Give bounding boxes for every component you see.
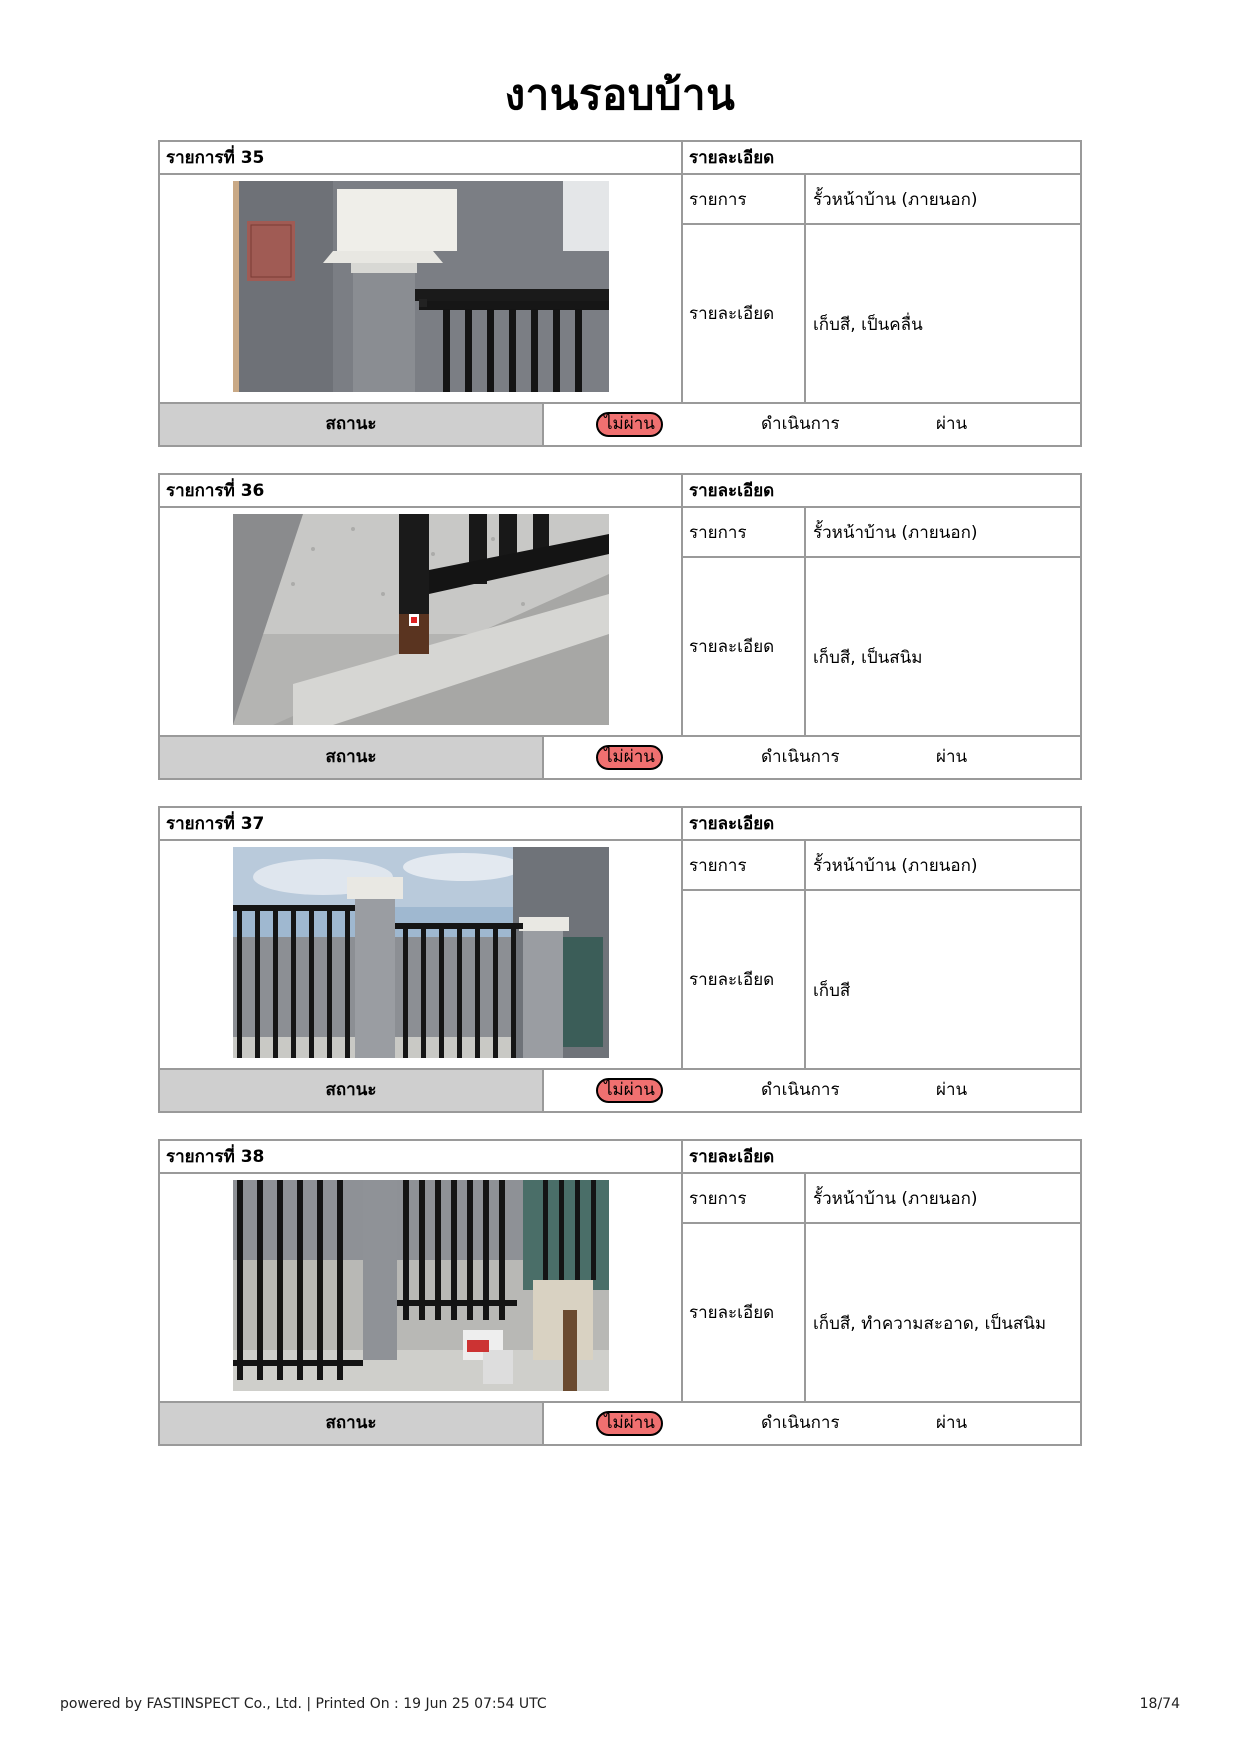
status-in-progress-option[interactable]: ดำเนินการ	[761, 1080, 840, 1100]
status-fail-badge[interactable]: ไม่ผ่าน	[596, 1078, 663, 1103]
status-fail-badge[interactable]: ไม่ผ่าน	[596, 745, 663, 770]
status-pass-option[interactable]: ผ่าน	[936, 747, 968, 767]
inspection-item-37	[158, 806, 1082, 1113]
item-value: รั้วหน้าบ้าน (ภายนอก)	[813, 522, 978, 543]
item-body-row	[160, 175, 1080, 404]
item-label: รายการ	[683, 508, 806, 556]
item-label: รายการ	[683, 175, 806, 223]
status-in-progress-option[interactable]: ดำเนินการ	[761, 414, 840, 434]
inspection-photo[interactable]	[233, 1180, 609, 1391]
status-options	[544, 404, 1080, 445]
status-fail-badge[interactable]: ไม่ผ่าน	[596, 1411, 663, 1436]
photo-cell	[160, 1174, 683, 1401]
status-pass-option[interactable]: ผ่าน	[936, 414, 968, 434]
status-label: สถานะ	[160, 1403, 544, 1444]
status-fail-badge[interactable]: ไม่ผ่าน	[596, 412, 663, 437]
detail-cell	[683, 508, 1080, 735]
detail-cell	[683, 175, 1080, 402]
detail-label: รายละเอียด	[683, 558, 806, 735]
detail-header: รายละเอียด	[689, 481, 775, 501]
item-value: รั้วหน้าบ้าน (ภายนอก)	[813, 1188, 978, 1209]
item-header-row	[160, 1141, 1080, 1174]
item-header-row	[160, 475, 1080, 508]
inspection-photo[interactable]	[233, 514, 609, 725]
status-pass-option[interactable]: ผ่าน	[936, 1080, 968, 1100]
inspection-item-35	[158, 140, 1082, 447]
photo-cell	[160, 508, 683, 735]
item-number: รายการที่ 36	[160, 475, 683, 506]
item-body-row	[160, 508, 1080, 737]
status-label: สถานะ	[160, 737, 544, 778]
status-row	[160, 404, 1080, 445]
detail-header: รายละเอียด	[689, 814, 775, 834]
detail-value: เก็บสี, เป็นสนิม	[813, 648, 923, 668]
inspection-item-36	[158, 473, 1082, 780]
item-row	[683, 1174, 1080, 1224]
detail-row	[683, 891, 1080, 1068]
page-number: 18/74	[1139, 1696, 1180, 1712]
status-options	[544, 737, 1080, 778]
item-number: รายการที่ 38	[160, 1141, 683, 1172]
photo-cell	[160, 175, 683, 402]
status-pass-option[interactable]: ผ่าน	[936, 1413, 968, 1433]
detail-label: รายละเอียด	[683, 1224, 806, 1401]
status-in-progress-option[interactable]: ดำเนินการ	[761, 747, 840, 767]
detail-cell	[683, 1174, 1080, 1401]
item-row	[683, 841, 1080, 891]
item-row	[683, 175, 1080, 225]
footer-credit: powered by FASTINSPECT Co., Ltd. | Printed On : 19 Jun 25 07:54 UTC	[60, 1696, 547, 1712]
status-row	[160, 737, 1080, 778]
detail-row	[683, 225, 1080, 402]
inspection-photo[interactable]	[233, 181, 609, 392]
detail-header: รายละเอียด	[689, 1147, 775, 1167]
detail-value: เก็บสี, เป็นคลื่น	[813, 315, 923, 335]
item-header-row	[160, 808, 1080, 841]
inspection-item-38	[158, 1139, 1082, 1446]
item-body-row	[160, 841, 1080, 1070]
status-options	[544, 1070, 1080, 1111]
item-body-row	[160, 1174, 1080, 1403]
status-options	[544, 1403, 1080, 1444]
detail-label: รายละเอียด	[683, 891, 806, 1068]
status-row	[160, 1403, 1080, 1444]
item-row	[683, 508, 1080, 558]
detail-row	[683, 558, 1080, 735]
inspection-photo[interactable]	[233, 847, 609, 1058]
item-label: รายการ	[683, 1174, 806, 1222]
detail-header: รายละเอียด	[689, 148, 775, 168]
detail-value: เก็บสี, ทำความสะอาด, เป็นสนิม	[813, 1314, 1047, 1334]
detail-row	[683, 1224, 1080, 1401]
status-label: สถานะ	[160, 1070, 544, 1111]
page-title: งานรอบบ้าน	[504, 70, 736, 119]
item-number: รายการที่ 35	[160, 142, 683, 173]
detail-cell	[683, 841, 1080, 1068]
photo-cell	[160, 841, 683, 1068]
status-row	[160, 1070, 1080, 1111]
status-label: สถานะ	[160, 404, 544, 445]
item-value: รั้วหน้าบ้าน (ภายนอก)	[813, 189, 978, 210]
item-number: รายการที่ 37	[160, 808, 683, 839]
detail-label: รายละเอียด	[683, 225, 806, 402]
item-value: รั้วหน้าบ้าน (ภายนอก)	[813, 855, 978, 876]
detail-value: เก็บสี	[813, 981, 851, 1001]
item-header-row	[160, 142, 1080, 175]
status-in-progress-option[interactable]: ดำเนินการ	[761, 1413, 840, 1433]
item-label: รายการ	[683, 841, 806, 889]
